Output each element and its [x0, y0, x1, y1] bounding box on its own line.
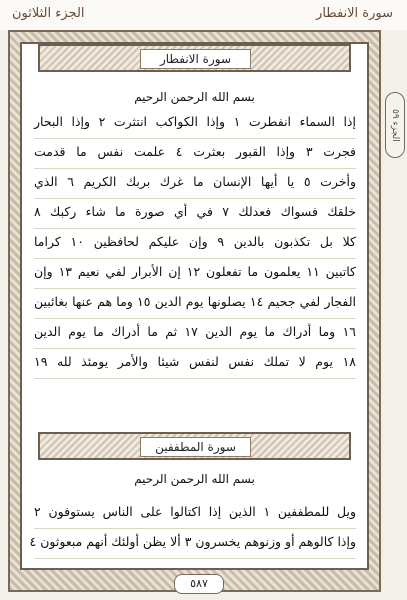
verse-line: ١٦ وما أدراك ما يوم الدين ١٧ ثم ما أدراك ما يوم الدين: [34, 318, 356, 349]
verse-line: خلقك فسواك فعدلك ٧ في أي صورة ما شاء ركبك ٨: [34, 198, 356, 229]
surah-banner-infitar: [38, 44, 351, 72]
verse-line: وأخرت ٥ يا أيها الإنسان ما غرك بربك الكريم ٦ الذي: [34, 168, 356, 199]
juz-title: الجزء الثلاثون: [12, 6, 85, 21]
verse-line: إذا السماء انفطرت ١ وإذا الكواكب انتثرت ٢ وإذا البحار: [34, 108, 356, 139]
verse-line: ويل للمطففين ١ الذين إذا اكتالوا على الناس يستوفون ٢: [34, 498, 356, 529]
basmala: بسم الله الرحمن الرحيم: [134, 90, 255, 104]
verse-line: ١٨ يوم لا تملك نفس لنفس شيئا والأمر يومئذ لله ١٩: [34, 348, 356, 379]
page-header: [0, 0, 407, 30]
surah-title: سورة المطففين: [140, 437, 251, 457]
verse-line: كاتبين ١١ يعلمون ما تفعلون ١٢ إن الأبرار لفي نعيم ١٣ وإن: [34, 258, 356, 289]
verse-line: وإذا كالوهم أو وزنوهم يخسرون ٣ ألا يظن أولئك أنهم مبعوثون ٤: [34, 528, 356, 559]
juz-marker: الجزء ٥٩: [385, 92, 405, 158]
surah-title: سورة الانفطار: [140, 49, 251, 69]
page-number: ٥٨٧: [174, 574, 224, 594]
verse-line: كلا بل تكذبون بالدين ٩ وإن عليكم لحافظين ١٠ كراما: [34, 228, 356, 259]
surah-header-title: سورة الانفطار: [316, 6, 393, 21]
verse-line: فجرت ٣ وإذا القبور بعثرت ٤ علمت نفس ما قدمت: [34, 138, 356, 169]
basmala: بسم الله الرحمن الرحيم: [134, 472, 255, 486]
verse-line: الفجار لفي جحيم ١٤ يصلونها يوم الدين ١٥ وما هم عنها بغائبين: [34, 288, 356, 319]
surah-banner-mutaffifin: [38, 432, 351, 460]
